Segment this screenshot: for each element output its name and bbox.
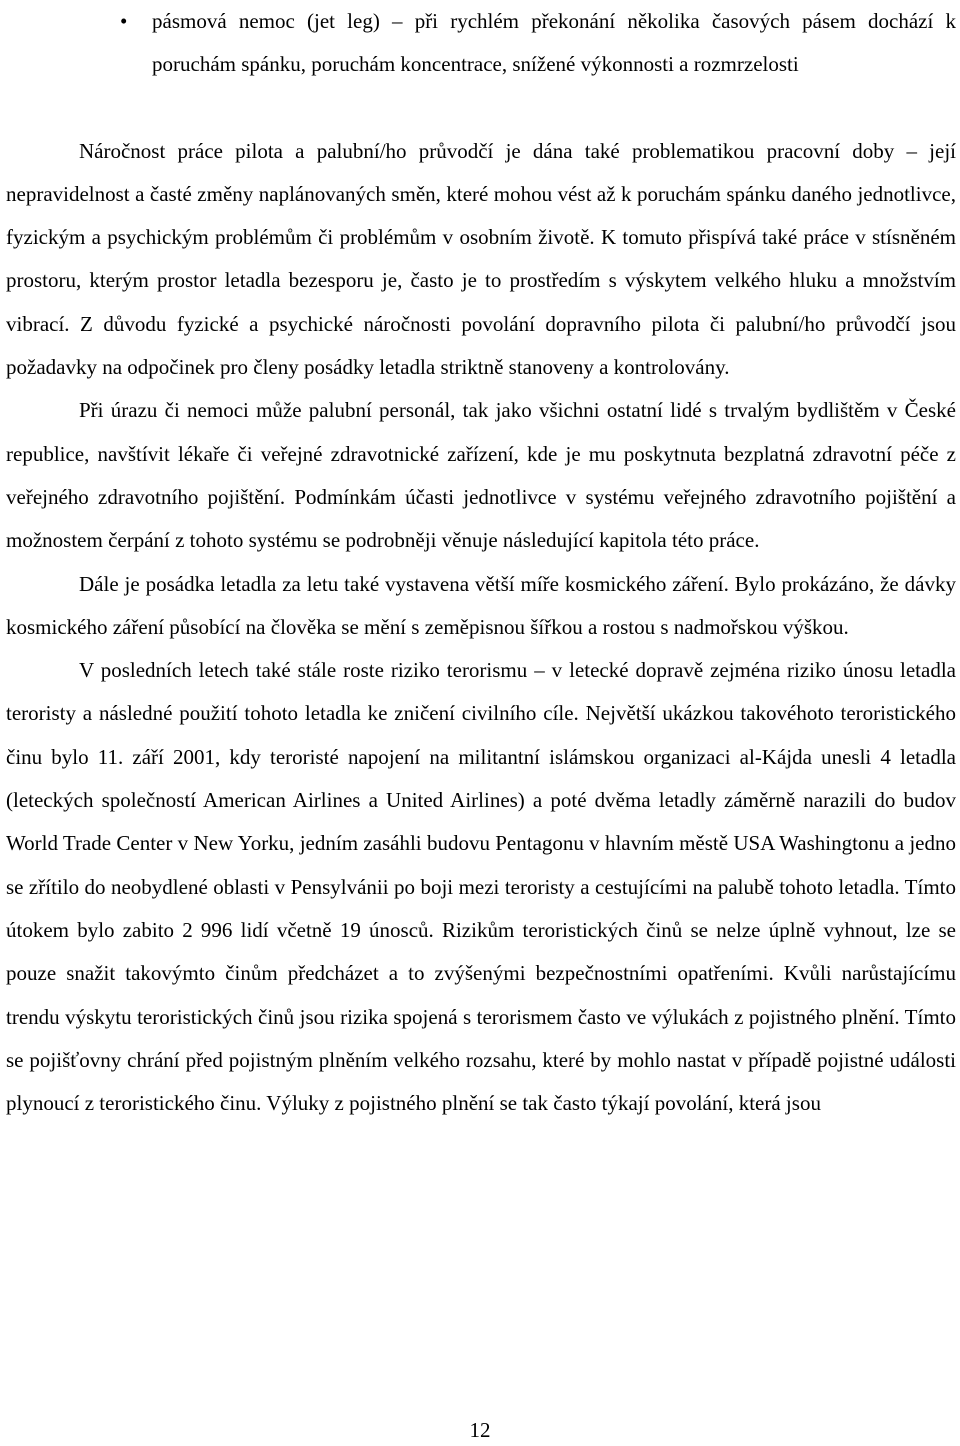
bullet-list-item [6, 0, 956, 87]
page-number: 12 [469, 1418, 491, 1442]
paragraph-cosmic-radiation: Dále je posádka letadla za letu také vystavena větší míře kosmického záření. Bylo prokázáno, že dávky kosmického záření působící na člověka se mění s zeměpisnou šířkou a rostou s nadmořskou výškou. [6, 571, 956, 639]
paragraph-work-hours: Náročnost práce pilota a palubní/ho průvodčí je dána také problematikou pracovní doby – její nepravidelnost a časté změny naplánovaných směn, které mohou vést až k poruchám spánku daného jednotlivce, fyzickým a psychickým problémům či problémům v osobním životě. K tomuto přispívá také práce v stísněném prostoru, kterým prostor letadla bezesporu je, často je to prostředím s výskytem velkého hluku a množstvím vibrací. Z důvodu fyzické a psychické náročnosti povolání dopravního pilota či palubní/ho průvodčí jsou požadavky na odpočinek pro členy posádky letadla striktně stanoveny a kontrolovány. [6, 138, 956, 380]
paragraph-terrorism: V posledních letech také stále roste riziko terorismu – v letecké dopravě zejména riziko únosu letadla teroristy a následné použití tohoto letadla ke zničení civilního cíle. Největší ukázkou takovéhoto teroristického činu bylo 11. září 2001, kdy teroristé napojení na militantní islámskou organizaci al-Kájda unesli 4 letadla (leteckých společností American Airlines a United Airlines) a poté dvěma letadly záměrně narazili do budov World Trade Center v New Yorku, jedním zasáhli budovu Pentagonu v hlavním městě USA Washingtonu a jedno se zřítilo do neobydlené oblasti v Pensylvánii po boji mezi teroristy a cestujícími na palubě tohoto letadla. Tímto útokem bylo zabito 2 996 lidí včetně 19 únosců. Rizikům teroristických činů se nelze úplně vyhnout, lze se pouze snažit takovýmto činům předcházet a to zvýšenými bezpečnostními opatřeními. Kvůli narůstajícímu trendu výskytu teroristických činů jsou rizika spojená s terorismem často ve výlukách z pojistného plnění. Tímto se pojišťovny chrání před pojistným plněním velkého rozsahu, které by mohlo nastat v případě pojistné události plynoucí z teroristického činu. Výluky z pojistného plnění se tak často týkají povolání, která jsou [6, 658, 956, 1116]
document-page [6, 0, 956, 1125]
bullet-mark: • [120, 9, 128, 33]
paragraph-health-care: Při úrazu či nemoci může palubní personál, tak jako všichni ostatní lidé s trvalým bydlištěm v České republice, navštívit lékaře či veřejné zdravotnické zařízení, kde je mu poskytnuta bezplatná zdravotní péče z veřejného zdravotního pojištění. Podmínkám účasti jednotlivce v systému veřejného zdravotního pojištění a možnostem čerpání z tohoto systému se podrobněji věnuje následující kapitola této práce. [6, 398, 956, 553]
bullet-text: pásmová nemoc (jet leg) – při rychlém překonání několika časových pásem dochází k poruchám spánku, poruchám koncentrace, snížené výkonnosti a rozmrzelosti [152, 9, 956, 77]
